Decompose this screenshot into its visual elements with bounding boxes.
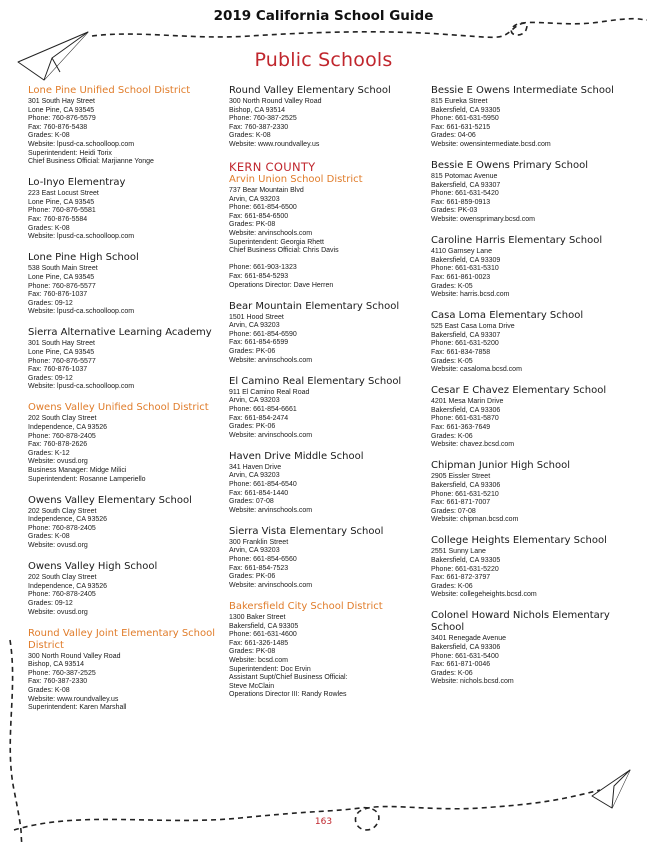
- detail-line: 4110 Garnsey Lane: [431, 248, 492, 256]
- school-entry: [28, 177, 226, 242]
- school-name: Bessie E Owens Primary School: [431, 160, 588, 172]
- detail-line: Bishop, CA 93514: [229, 106, 286, 114]
- school-name: Owens Valley Elementary School: [28, 494, 192, 506]
- detail-line: Fax: 661-872-3797: [431, 574, 491, 582]
- detail-line: Phone: 760-876-5577: [28, 282, 96, 290]
- detail-line: Website: www.roundvalley.us: [229, 140, 320, 148]
- school-name: Casa Loma Elementary School: [431, 310, 584, 322]
- school-entry: [229, 85, 427, 150]
- school-entry: [229, 301, 427, 366]
- school-name: Cesar E Chavez Elementary School: [431, 385, 607, 397]
- school-entry: [431, 310, 629, 375]
- detail-line: 815 Eureka Street: [431, 98, 488, 105]
- detail-line: Phone: 661-631-5220: [431, 565, 499, 573]
- detail-line: Grades: 09-12: [28, 374, 73, 382]
- detail-line: Phone: 661-854-6590: [229, 330, 297, 338]
- district-entry: [28, 402, 226, 484]
- detail-line: 911 El Camino Real Road: [229, 388, 310, 396]
- detail-line: 202 South Clay Street: [28, 507, 97, 515]
- district-name: Lone Pine Unified School District: [28, 85, 191, 96]
- detail-line: Chief Business Official: Chris Davis: [229, 247, 339, 255]
- detail-line: Arvin, CA 93203: [229, 397, 280, 405]
- detail-line: 4201 Mesa Marin Drive: [431, 398, 504, 406]
- school-entry: [229, 376, 427, 441]
- detail-line: Grades: K-06: [431, 669, 473, 677]
- detail-line: Fax: 760-876-1037: [28, 291, 88, 299]
- detail-line: 202 South Clay Street: [28, 574, 97, 582]
- detail-line: Fax: 661-854-6599: [229, 339, 289, 347]
- detail-line: 737 Bear Mountain Blvd: [229, 187, 304, 195]
- detail-line: Arvin, CA 93203: [229, 322, 280, 330]
- detail-line: Fax: 661-871-0046: [431, 661, 491, 669]
- detail-line: Fax: 760-876-1037: [28, 366, 88, 374]
- detail-line: Website: arvinschools.com: [229, 431, 313, 439]
- detail-line: Grades: K-08: [229, 132, 271, 140]
- school-entry: [431, 460, 629, 525]
- detail-line: Bakersfield, CA 93306: [431, 406, 501, 414]
- detail-line: Operations Director: Dave Herren: [229, 281, 334, 289]
- school-entry: [229, 526, 427, 591]
- school-entry: [28, 495, 226, 551]
- detail-line: Fax: 661-854-2474: [229, 414, 289, 422]
- detail-line: 538 South Main Street: [28, 265, 98, 273]
- detail-line: 300 North Round Valley Road: [28, 652, 121, 660]
- detail-line: Phone: 661-631-5200: [431, 340, 499, 348]
- school-name: Caroline Harris Elementary School: [431, 235, 603, 247]
- detail-line: Fax: 760-876-5438: [28, 123, 88, 131]
- detail-line: Website: bcsd.com: [229, 656, 289, 664]
- detail-line: Phone: 661-854-6560: [229, 556, 297, 564]
- county-heading: KERN COUNTY: [229, 160, 316, 175]
- school-entry: [431, 160, 629, 225]
- detail-line: Arvin, CA 93203: [229, 547, 280, 555]
- school-name: Bessie E Owens Intermediate School: [431, 85, 614, 96]
- detail-line: Fax: 760-387-2330: [229, 123, 289, 131]
- detail-line: Website: owensprimary.bcsd.com: [431, 216, 535, 224]
- detail-line: Website: ovusd.org: [28, 458, 88, 466]
- detail-line: 202 South Clay Street: [28, 415, 97, 423]
- detail-line: Chief Business Official: Marjianne Yonge: [28, 158, 154, 166]
- school-name: Colonel Howard Nichols Elementary School: [431, 610, 610, 634]
- detail-line: Phone: 760-387-2525: [28, 669, 96, 677]
- detail-line: Fax: 760-878-2626: [28, 441, 88, 449]
- detail-line: Website: lpusd-ca.schoolloop.com: [28, 383, 135, 391]
- detail-line: Superintendent: Georgia Rhett: [229, 238, 324, 246]
- detail-line: Independence, CA 93526: [28, 516, 108, 524]
- detail-line: Website: chavez.bcsd.com: [431, 441, 515, 449]
- detail-line: Bakersfield, CA 93309: [431, 256, 501, 264]
- district-name: Bakersfield City School District: [229, 600, 383, 612]
- detail-line: Phone: 661-631-4600: [229, 631, 297, 639]
- detail-line: Independence, CA 93526: [28, 582, 108, 590]
- detail-line: 301 South Hay Street: [28, 98, 95, 105]
- detail-line: Fax: 661-854-6500: [229, 212, 289, 220]
- detail-line: Grades: 09-12: [28, 599, 73, 607]
- detail-line: Grades: PK-06: [229, 573, 276, 581]
- detail-line: Grades: K-05: [431, 282, 473, 290]
- detail-line: Phone: 661-631-5400: [431, 652, 499, 660]
- detail-line: Grades: PK-06: [229, 423, 276, 431]
- detail-line: Bakersfield, CA 93306: [431, 644, 501, 652]
- school-name: El Camino Real Elementary School: [229, 375, 402, 387]
- detail-line: Lone Pine, CA 93545: [28, 348, 95, 356]
- detail-line: Website: arvinschools.com: [229, 230, 313, 238]
- detail-line: Phone: 760-878-2405: [28, 524, 96, 532]
- detail-line: 1300 Baker Street: [229, 613, 286, 621]
- school-name: Chipman Junior High School: [431, 460, 571, 472]
- detail-line: Website: harris.bcsd.com: [431, 291, 510, 299]
- detail-line: Superintendent: Rosanne Lamperiello: [28, 475, 146, 483]
- school-entry: [431, 535, 629, 600]
- detail-line: 1501 Hood Street: [229, 313, 284, 321]
- school-name: Owens Valley High School: [28, 561, 158, 573]
- detail-line: Grades: PK-08: [229, 221, 276, 229]
- column-3: [431, 85, 629, 698]
- detail-line: Fax: 661-631-5215: [431, 123, 491, 131]
- school-name: Haven Drive Middle School: [229, 450, 364, 462]
- school-entry: [431, 235, 629, 300]
- school-entry: [28, 327, 226, 392]
- detail-line: Grades: PK-06: [229, 348, 276, 356]
- detail-line: Grades: K-08: [28, 687, 70, 694]
- detail-line: Fax: 661-861-0023: [431, 273, 491, 281]
- school-name: Sierra Vista Elementary School: [229, 525, 384, 537]
- detail-line: Fax: 661-326-1485: [229, 639, 289, 647]
- detail-line: Website: ovusd.org: [28, 608, 88, 616]
- detail-line: Phone: 760-876-5577: [28, 357, 96, 365]
- school-entry: [229, 451, 427, 516]
- detail-line: 300 Franklin Street: [229, 538, 289, 546]
- paper-plane-bottom-right-icon: [592, 770, 630, 808]
- detail-line: Fax: 661-854-1440: [229, 489, 289, 497]
- guide-title: 2019 California School Guide: [213, 8, 434, 24]
- school-entry: [431, 385, 629, 450]
- detail-line: Superintendent: Karen Marshall: [28, 704, 127, 712]
- detail-line: Fax: 661-854-7523: [229, 564, 289, 572]
- district-name: Owens Valley Unified School District: [28, 402, 209, 414]
- detail-line: Phone: 760-878-2405: [28, 432, 96, 440]
- detail-line: Grades: K-06: [431, 582, 473, 590]
- detail-line: 300 North Round Valley Road: [229, 98, 322, 105]
- district-name: Arvin Union School District: [229, 174, 363, 186]
- detail-line: Arvin, CA 93203: [229, 472, 280, 480]
- detail-line: Lone Pine, CA 93545: [28, 198, 95, 206]
- district-name: Round Valley Joint Elementary School District: [28, 627, 216, 651]
- detail-line: 2551 Sunny Lane: [431, 548, 486, 556]
- detail-line: Phone: 661-854-6540: [229, 481, 297, 488]
- detail-line: Grades: K-12: [28, 449, 70, 457]
- section-title: Public Schools: [254, 49, 393, 71]
- detail-line: 525 East Casa Loma Drive: [431, 323, 515, 331]
- detail-line: Phone: 661-854-6500: [229, 204, 297, 212]
- detail-line: 815 Potomac Avenue: [431, 173, 498, 181]
- detail-line: Phone: 760-387-2525: [229, 115, 297, 123]
- detail-line: Website: www.roundvalley.us: [28, 695, 119, 703]
- detail-line: Website: ovusd.org: [28, 542, 88, 550]
- detail-line: Grades: K-05: [431, 357, 473, 365]
- detail-line: Bakersfield, CA 93305: [431, 556, 501, 564]
- detail-line: 3401 Renegade Avenue: [431, 635, 506, 643]
- detail-line: Fax: 661-834-7858: [431, 348, 491, 356]
- detail-line: 2905 Eissler Street: [431, 473, 491, 481]
- detail-line: Phone: 760-876-5581: [28, 207, 96, 215]
- school-name: Lo-Inyo Elementray: [28, 177, 126, 189]
- detail-line: 223 East Locust Street: [28, 190, 99, 198]
- detail-line: Website: arvinschools.com: [229, 581, 313, 589]
- dashed-path-left: [10, 640, 22, 845]
- detail-line: Grades: K-08: [28, 533, 70, 541]
- detail-line: Website: arvinschools.com: [229, 356, 313, 364]
- detail-line: Bishop, CA 93514: [28, 661, 85, 669]
- detail-line: Fax: 661-871-7007: [431, 499, 491, 507]
- detail-line: Grades: 09-12: [28, 299, 73, 307]
- detail-line: Fax: 661-363-7649: [431, 424, 491, 432]
- detail-line: Grades: PK-03: [431, 207, 478, 215]
- detail-line: Business Manager: Midge Milici: [28, 467, 127, 474]
- detail-line: Steve McClain: [229, 682, 275, 690]
- school-name: Lone Pine High School: [28, 252, 139, 264]
- detail-line: Arvin, CA 93203: [229, 195, 280, 203]
- detail-line: Assistant Supt/Chief Business Official:: [229, 674, 348, 682]
- school-entry: [431, 85, 629, 150]
- detail-line: Phone: 661-631-5950: [431, 115, 499, 123]
- district-entry: [229, 160, 427, 290]
- district-entry: [28, 85, 226, 167]
- detail-line: Lone Pine, CA 93545: [28, 106, 95, 114]
- detail-line: Grades: K-08: [28, 224, 70, 232]
- column-1: [28, 85, 226, 723]
- detail-line: Superintendent: Doc Ervin: [229, 665, 311, 673]
- detail-line: Independence, CA 93526: [28, 424, 108, 432]
- detail-line: Bakersfield, CA 93305: [431, 106, 501, 114]
- detail-line: Grades: K-06: [431, 432, 473, 440]
- detail-line: Lone Pine, CA 93545: [28, 273, 95, 281]
- detail-line: Website: owensintermediate.bcsd.com: [431, 140, 551, 148]
- detail-line: Fax: 661-859-0913: [431, 198, 491, 206]
- detail-line: Grades: 07-08: [431, 507, 476, 515]
- detail-line: Phone: 661-631-5310: [431, 265, 499, 273]
- detail-line: Bakersfield, CA 93305: [229, 622, 299, 630]
- detail-line: Fax: 661-854-5293: [229, 273, 289, 280]
- school-name: Bear Mountain Elementary School: [229, 300, 400, 312]
- detail-line: Grades: PK-08: [229, 648, 276, 656]
- detail-line: Phone: 661-631-5870: [431, 415, 499, 423]
- detail-line: Bakersfield, CA 93307: [431, 331, 501, 339]
- school-name: Round Valley Elementary School: [229, 85, 391, 96]
- detail-line: Website: casaloma.bcsd.com: [431, 366, 522, 374]
- detail-line: Website: lpusd-ca.schoolloop.com: [28, 233, 135, 241]
- detail-line: Website: lpusd-ca.schoolloop.com: [28, 140, 135, 148]
- detail-line: Website: lpusd-ca.schoolloop.com: [28, 308, 135, 316]
- school-name: Sierra Alternative Learning Academy: [28, 327, 212, 339]
- detail-line: Operations Director III: Randy Rowles: [229, 691, 347, 699]
- detail-line: Website: chipman.bcsd.com: [431, 516, 519, 524]
- detail-line: Website: nichols.bcsd.com: [431, 678, 514, 686]
- school-entry: [28, 252, 226, 317]
- detail-line: 301 South Hay Street: [28, 340, 95, 348]
- school-entry: [431, 610, 629, 687]
- column-2: [229, 85, 427, 710]
- school-name: College Heights Elementary School: [431, 535, 607, 547]
- detail-line: Grades: 04-06: [431, 132, 476, 140]
- spacer: [229, 256, 427, 265]
- detail-line: Grades: K-08: [28, 132, 70, 140]
- detail-line: Phone: 760-876-5579: [28, 115, 96, 123]
- detail-line: Phone: 661-903-1323: [229, 264, 297, 272]
- detail-line: Phone: 760-878-2405: [28, 591, 96, 599]
- detail-line: Fax: 760-387-2330: [28, 678, 88, 686]
- detail-line: Phone: 661-854-6661: [229, 405, 297, 413]
- detail-line: Bakersfield, CA 93307: [431, 181, 501, 189]
- detail-line: Phone: 661-631-5210: [431, 490, 499, 498]
- detail-line: Superintendent: Heidi Torix: [28, 149, 112, 157]
- detail-line: Phone: 661-631-5420: [431, 190, 499, 198]
- detail-line: Website: collegeheights.bcsd.com: [431, 591, 537, 599]
- detail-line: 341 Haven Drive: [229, 463, 282, 471]
- detail-line: Bakersfield, CA 93306: [431, 481, 501, 489]
- district-entry: [28, 628, 226, 713]
- page-number: 163: [314, 817, 333, 827]
- detail-line: Website: arvinschools.com: [229, 506, 313, 514]
- detail-line: Grades: 07-08: [229, 498, 274, 506]
- detail-line: Fax: 760-876-5584: [28, 216, 88, 224]
- school-entry: [28, 561, 226, 617]
- district-entry: [229, 601, 427, 700]
